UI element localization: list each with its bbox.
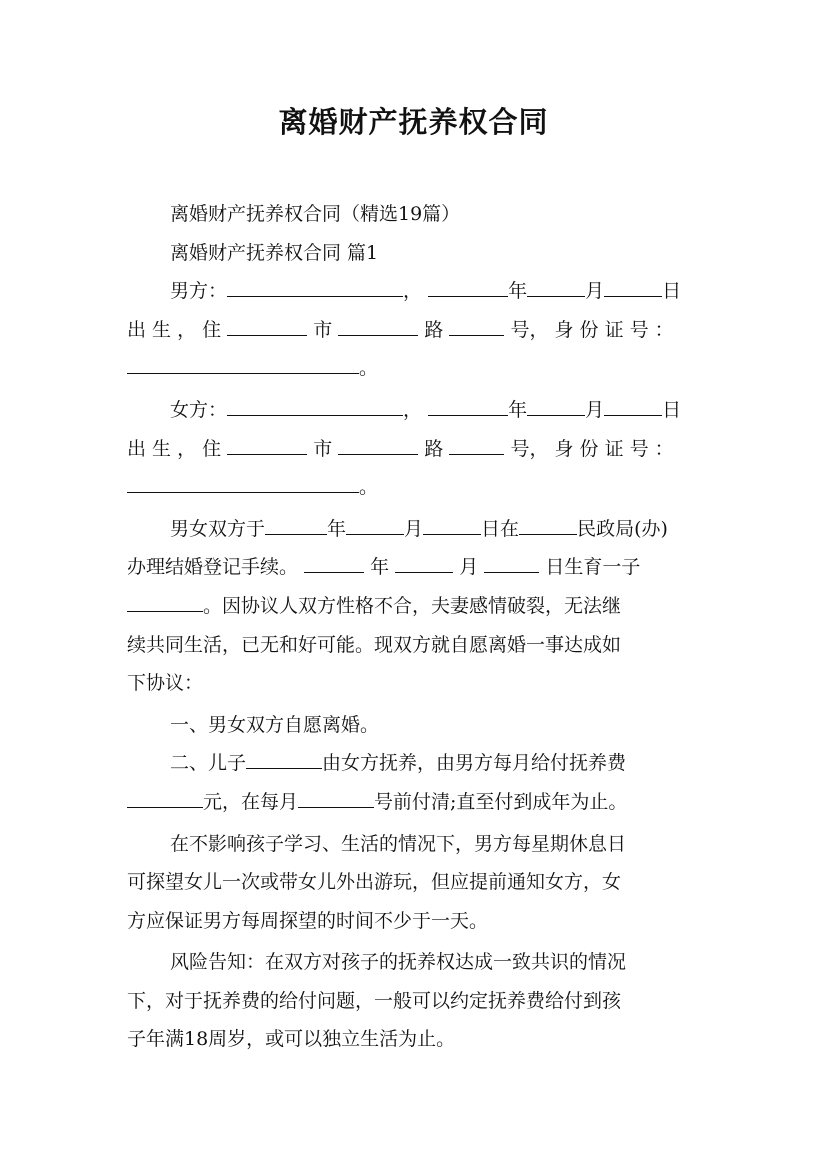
male-birth-year-blank xyxy=(428,276,508,297)
marriage-month-blank xyxy=(346,514,404,535)
male-city-blank xyxy=(227,315,307,336)
female-born-live: 出 生 ， 住 xyxy=(127,437,222,460)
clause-2-son-label: 二、儿子 xyxy=(170,752,247,775)
male-id-blank xyxy=(127,353,359,374)
child-birth-month-blank xyxy=(395,552,453,573)
visit-line-2: 可探望女儿一次或带女儿外出游玩，但应提前通知女方，女 xyxy=(127,871,622,894)
female-party-line-2 xyxy=(127,430,700,469)
marriage-line-3 xyxy=(127,587,700,626)
male-number-blank xyxy=(449,315,504,336)
female-birth-day-blank xyxy=(604,395,662,416)
male-name-blank xyxy=(227,276,403,297)
clause-2-line-1 xyxy=(127,744,700,783)
visit-line-3: 方应保证男方每周探望的时间不少于一天。 xyxy=(127,909,489,932)
female-road-label: 路 xyxy=(424,437,444,460)
male-born-live: 出 生 ， 住 xyxy=(127,318,222,341)
risk-line-1: 风险告知：在双方对孩子的抚养权达成一致共识的情况 xyxy=(170,951,627,974)
male-party-line-1 xyxy=(127,272,700,311)
female-end: 。 xyxy=(359,476,379,499)
marriage-line-4: 续共同生活，已无和好可能。现双方就自愿离婚一事达成如 xyxy=(127,633,622,656)
support-amount-blank xyxy=(127,787,203,808)
female-party-line-1 xyxy=(127,391,700,430)
marriage-line-5: 下协议： xyxy=(127,672,204,695)
female-number-label: 号 xyxy=(510,437,530,460)
female-id-label: ， 身 份 证 号 ： xyxy=(529,437,674,460)
male-party-line-2 xyxy=(127,311,700,350)
female-comma: ， xyxy=(403,398,423,421)
child-name-blank xyxy=(127,591,203,612)
female-day-label: 日 xyxy=(662,398,682,421)
marriage-breakdown-text: 。因协议人双方性格不合，夫妻感情破裂，无法继 xyxy=(203,594,622,617)
marriage-day-label: 日在 xyxy=(481,517,520,540)
risk-line-2: 下，对于抚养费的给付问题，一般可以约定抚养费给付到孩 xyxy=(127,989,622,1012)
marriage-year-blank xyxy=(265,514,327,535)
payment-day-blank xyxy=(298,787,374,808)
male-id-label: ， 身 份 证 号 ： xyxy=(529,318,674,341)
male-road-blank xyxy=(338,315,418,336)
male-comma: ， xyxy=(403,280,423,303)
marriage-registration-text: 办理结婚登记手续。 xyxy=(127,556,299,579)
section-heading: 离婚财产抚养权合同 篇1 xyxy=(170,241,379,264)
marriage-text-a: 男女双方于 xyxy=(170,517,266,540)
female-id-blank xyxy=(127,472,359,493)
child-birth-year-blank xyxy=(304,552,364,573)
clause-2-custody-text: 由女方抚养，由男方每月给付抚养费 xyxy=(322,752,627,775)
clause-2-payment-text: 号前付清;直至付到成年为止。 xyxy=(374,790,628,813)
male-party-line-3 xyxy=(127,349,700,388)
marriage-year-label: 年 xyxy=(327,517,347,540)
male-road-label: 路 xyxy=(424,318,444,341)
marriage-office-label: 民政局(办) xyxy=(577,517,668,540)
female-birth-year-blank xyxy=(428,395,508,416)
risk-line-3: 子年满18周岁，或可以独立生活为止。 xyxy=(127,1028,456,1051)
marriage-office-blank xyxy=(519,514,577,535)
female-birth-month-blank xyxy=(527,395,585,416)
document-body xyxy=(127,195,700,1059)
female-year-label: 年 xyxy=(508,398,528,421)
female-month-label: 月 xyxy=(585,398,605,421)
son-name-blank xyxy=(246,748,322,769)
document-title: 离婚财产抚养权合同 xyxy=(278,105,549,139)
clause-2-line-2 xyxy=(127,783,700,822)
male-birth-month-blank xyxy=(527,276,585,297)
male-year-label: 年 xyxy=(508,280,528,303)
visit-line-1: 在不影响孩子学习、生活的情况下，男方每星期休息日 xyxy=(170,832,627,855)
female-name-blank xyxy=(227,395,403,416)
marriage-line-1 xyxy=(127,510,700,549)
male-label: 男方： xyxy=(170,280,228,303)
child-day-label: 日生育一子 xyxy=(545,556,641,579)
male-number-label: 号 xyxy=(510,318,530,341)
marriage-day-blank xyxy=(423,514,481,535)
child-month-label: 月 xyxy=(459,556,479,579)
male-day-label: 日 xyxy=(662,280,682,303)
marriage-month-label: 月 xyxy=(404,517,424,540)
marriage-line-2 xyxy=(127,548,700,587)
female-road-blank xyxy=(338,434,418,455)
child-year-label: 年 xyxy=(370,556,390,579)
male-birth-day-blank xyxy=(604,276,662,297)
male-end: 。 xyxy=(359,357,379,380)
female-label: 女方： xyxy=(170,398,228,421)
subtitle: 离婚财产抚养权合同（精选19篇） xyxy=(170,203,461,225)
female-party-line-3 xyxy=(127,468,700,507)
child-birth-day-blank xyxy=(484,552,539,573)
male-month-label: 月 xyxy=(585,280,605,303)
male-city-label: 市 xyxy=(313,318,333,341)
clause-2-monthly-label: 元，在每月 xyxy=(203,790,299,813)
female-number-blank xyxy=(449,434,504,455)
female-city-blank xyxy=(227,434,307,455)
clause-1: 一、男女双方自愿离婚。 xyxy=(170,713,380,736)
female-city-label: 市 xyxy=(313,437,333,460)
